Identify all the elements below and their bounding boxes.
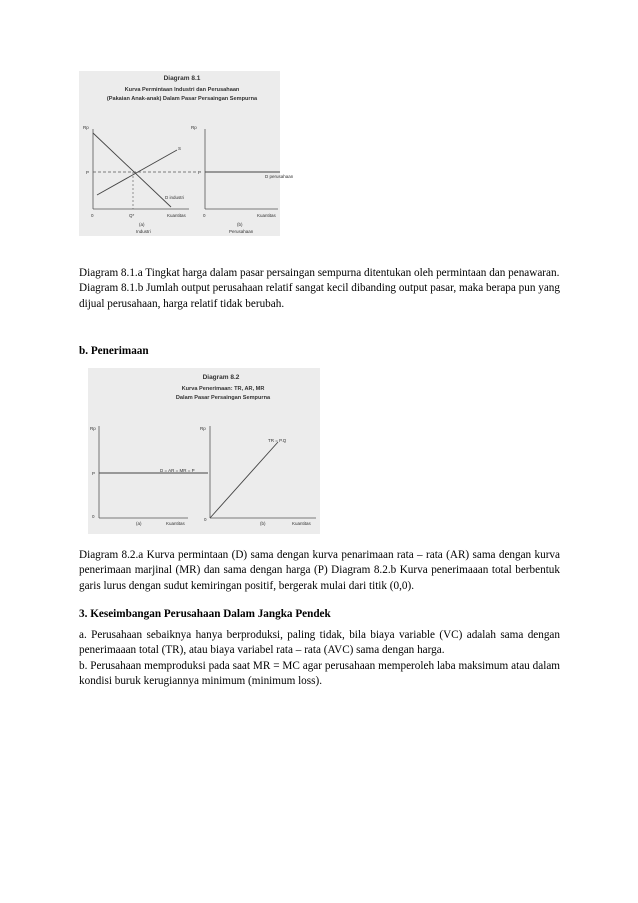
figure-8-2-title: Diagram 8.2 (202, 374, 240, 381)
paragraph-3-b: b. Perusahaan memproduksi pada saat MR = MC agar perusahaan memperoleh laba maksimum atau dalam kondisi buruk kerugiannya minimum (minimum loss). (79, 659, 560, 688)
left-y-label: Rp (90, 426, 96, 431)
figure-8-1-subtitle1: Kurva Permintaan Industri dan Perusahaan (124, 87, 240, 93)
right-origin: 0 (204, 517, 207, 522)
paragraph-diagram-8-1 (79, 266, 560, 312)
left-caption-letter: (a) (139, 222, 145, 227)
demand-firm-label: D perusahaan (265, 174, 294, 179)
right-origin: 0 (203, 213, 206, 218)
heading-keseimbangan: 3. Keseimbangan Perusahaan Dalam Jangka Pendek (79, 608, 331, 620)
right-caption-letter: (b) (237, 222, 243, 227)
left-caption-name: Industri (136, 229, 151, 234)
paragraph-keseimbangan (79, 628, 560, 690)
paragraph-3-a: a. Perusahaan sebaiknya hanya berproduksi, paling tidak, bila biaya variable (VC) adalah sama dengan penerimaaan total (TR), atau biaya variabel rata – rata (AVC) sama dengan harga. (79, 629, 560, 657)
figure-8-1-title: Diagram 8.1 (163, 75, 201, 82)
paragraph-8-1-a: Diagram 8.1.a Tingkat harga dalam pasar persaingan sempurna ditentukan oleh permintaan dan penawaran. (79, 267, 560, 279)
right-caption-letter: (b) (260, 521, 266, 526)
right-x-label: Kuantitas (292, 521, 311, 526)
paragraph-diagram-8-2: Diagram 8.2.a Kurva permintaan (D) sama dengan kurva penarimaan rata – rata (AR) sama dengan kurva penerimaan marjinal (MR) dan sama dengan harga (P) Diagram 8.2.b Kurva penerimaaan total berbentuk garis lurus dengan sudut kemiringan positif, bergerak mulai dari titik (0,0). (79, 549, 560, 592)
right-y-label: Rp (191, 125, 197, 130)
paragraph-8-1-b: Diagram 8.1.b Jumlah output perusahaan relatif sangat kecil dibanding output pasar, maka berapa pun yang dijual perusahaan, harga relatif tidak berubah. (79, 282, 560, 310)
left-x-label: Kuantitas (167, 213, 186, 218)
left-x-label: Kuantitas (166, 521, 185, 526)
figure-8-2-subtitle1: Kurva Penerimaan: TR, AR, MR (181, 386, 265, 392)
right-caption-name: Perusahaan (229, 229, 254, 234)
figure-8-1 (79, 71, 294, 236)
left-origin: 0 (92, 514, 95, 519)
tr-label: TR = P.Q (268, 438, 287, 443)
q-star-label: Q* (129, 213, 135, 218)
figure-8-1-subtitle2: (Pakaian Anak-anak) Dalam Pasar Persaingan Sempurna (106, 96, 258, 102)
figure-8-2-subtitle2: Dalam Pasar Persaingan Sempurna (175, 395, 271, 401)
right-y-label: Rp (200, 426, 206, 431)
left-price-label: P (92, 471, 96, 476)
left-y-label: Rp (83, 125, 89, 130)
right-x-label: Kuantitas (257, 213, 276, 218)
d-ar-mr-p-label: D = AR = MR = P (160, 468, 195, 473)
supply-label: S (178, 146, 182, 151)
figure-8-2 (88, 368, 320, 534)
figure-8-1-svg (79, 71, 294, 236)
heading-penerimaan: b. Penerimaan (79, 345, 149, 357)
left-price-label: P (86, 170, 90, 175)
right-price-label: P (198, 170, 202, 175)
left-origin: 0 (91, 213, 94, 218)
figure-8-2-svg (88, 368, 320, 534)
left-caption-letter: (a) (136, 521, 142, 526)
demand-industry-label: D industri (165, 195, 185, 200)
